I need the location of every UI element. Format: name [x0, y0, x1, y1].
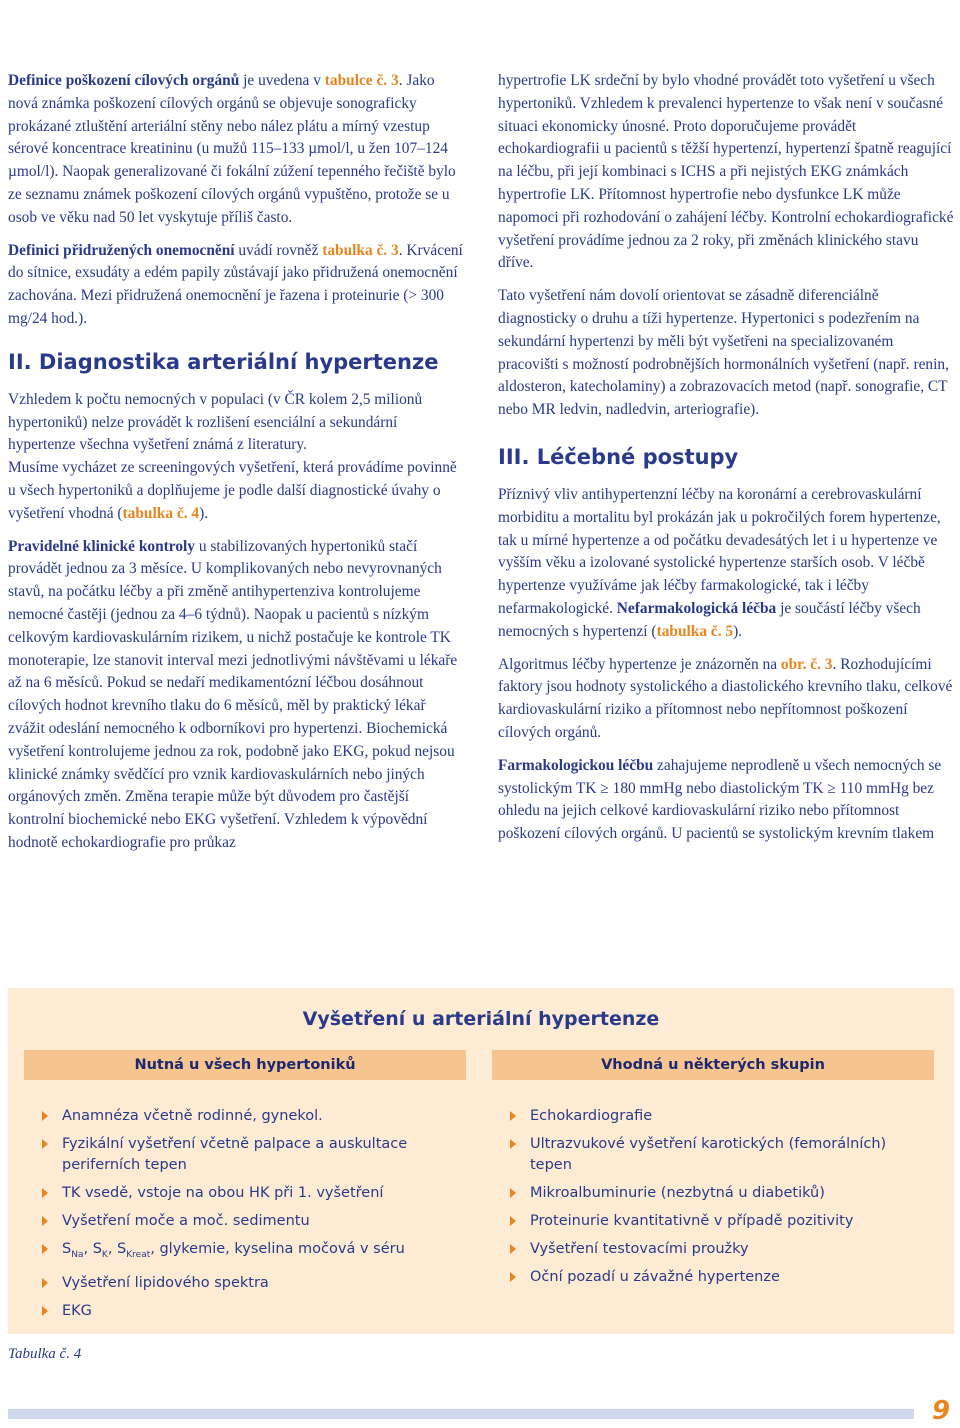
list-item: Vyšetření lipidového spektra [34, 1273, 454, 1294]
list-item: Oční pozadí u závažné hypertenze [502, 1267, 922, 1288]
exam-table [8, 988, 954, 1334]
paragraph-screening-2: Musíme vycházet ze screeningových vyšetření, která provádíme povinně u všech hypertoniků a doplňujeme je podle další diagnostické úvahy o vyšetření vhodná (tabulka č. 4). [8, 459, 457, 522]
section-heading-treatment: III. Léčebné postupy [498, 444, 739, 469]
list-item: Proteinurie kvantitativně v případě pozitivity [502, 1211, 922, 1232]
table-ref-link[interactable]: tabulce č. 3 [324, 72, 399, 89]
list-item: Echokardiografie [502, 1106, 922, 1127]
paragraph-controls: Pravidelné klinické kontroly u stabilizovaných hypertoniků stačí provádět jednou za 3 měsíce. U komplikovaných nebo nevyrovnaných stavů, na počátku léčby a při změně antihypertenziva kontrolujeme nemocné častěji (jednou za 4–6 týdnů). Naopak u pacientů s nízkým celkovým kardiovaskulárním rizikem, u nichž postačuje ke kontrole TK monoterapie, lze stanovit interval mezi jednotlivými návštěvami u lékaře až na 6 měsíců. Pokud se nedaří medikamentózní léčbou dosáhnout cílových hodnot krevního tlaku do 6 měsíců, měl by praktický lékař zvážit odeslání nemocného k odborníkovi pro hypertenzi. Biochemická vyšetření kontrolujeme jednou za rok, podobně jako EKG, pokud nejsou klinické známky svědčící pro vznik kardiovaskulárních nebo jiných orgánových změn. Změna terapie může být důvodem pro častější kontrolní biochemické nebo EKG vyšetření. Vzhledem k výpovědní hodnotě echokardiografie pro průkaz [8, 537, 458, 851]
list-item: Mikroalbuminurie (nezbytná u diabetiků) [502, 1183, 922, 1204]
list-item: TK vsedě, vstoje na obou HK při 1. vyšetření [34, 1183, 454, 1204]
list-item: $S_{Na}$, $S_K$, $S_{Kreat}$, glykemie, kyselina močová v séru [34, 1239, 454, 1266]
table-ref-link[interactable]: tabulka č. 3 [322, 241, 399, 259]
left-column [8, 70, 464, 865]
optional-list [502, 1106, 922, 1295]
paragraph-treatment: Příznivý vliv antihypertenzní léčby na koronární a cerebrovaskulární morbiditu a mortalitu byl prokázán jak u pokročilých forem hypertenze, tak u mírné hypertenze a od počátku devadesátých let i u hypertenze ve vyšším věku a izolované systolické hypertenze starších osob. V léčbě hypertenze využíváme jak léčby farmakologické, tak i léčby nefarmakologické. Nefarmakologická léčba je součástí léčby všech nemocných s hypertenzí (tabulka č. 5). [498, 485, 941, 640]
list-item: Vyšetření moče a moč. sedimentu [34, 1211, 454, 1232]
right-column [498, 70, 954, 856]
figure-ref-link[interactable]: obr. č. 3 [780, 655, 833, 673]
list-item: EKG [34, 1301, 454, 1322]
paragraph-associated-diseases: Definici přidružených onemocnění uvádí rovněž tabulka č. 3. Krvácení do sítnice, exsudáty a edém papily zůstávají jako přidružená onemocnění zachována. Mezi přidružená onemocnění je řazena i proteinurie (> 300 mg/24 hod.). [8, 241, 463, 327]
table-title: Vyšetření u arteriální hypertenze [302, 1008, 660, 1030]
paragraph-differential: Tato vyšetření nám dovolí orientovat se zásadně diferenciálně diagnosticky o druhu a tíži hypertenze. Hypertonici s podezřením na sekundární hypertenzi by měli být vyšetřeni na specializovaném pracovišti s možností podrobnějších hormonálních vyšetření (např. renin, aldosteron, katecholaminy) a zobrazovacích metod (např. sonografie, CT nebo MR ledvin, nadledvin, arteriografie). [498, 287, 949, 419]
paragraph-pharma: Farmakologickou léčbu zahajujeme neprodleně u všech nemocných se systolickým TK ≥ 180 mmHg nebo diastolickým TK ≥ 110 mmHg bez ohledu na jejich celkové kardiovaskulární riziko nebo přítomnost poškození cílových orgánů. U pacientů se systolickým krevním tlakem [498, 756, 942, 843]
section-heading-diagnostics: II. Diagnostika arteriální hypertenze [8, 349, 439, 374]
list-item: Vyšetření testovacími proužky [502, 1239, 922, 1260]
footer-bar [8, 1409, 914, 1419]
paragraph-screening: Vzhledem k počtu nemocných v populaci (v ČR kolem 2,5 milionů hypertoniků) nelze provádět k rozlišení esenciální a sekundární hypertenze všechna vyšetření známá z literatury. [8, 390, 423, 454]
list-item: Ultrazvukové vyšetření karotických (femorálních) tepen [502, 1134, 922, 1176]
page-number: 9 [932, 1396, 951, 1426]
table-header-required: Nutná u všech hypertoniků [24, 1050, 466, 1080]
table-header-optional: Vhodná u některých skupin [492, 1050, 934, 1080]
table-ref-link[interactable]: tabulka č. 4 [122, 504, 200, 522]
list-item: Fyzikální vyšetření včetně palpace a auskultace periferních tepen [34, 1134, 454, 1176]
paragraph-target-organs: Definice poškození cílových orgánů je uvedena v tabulce č. 3. Jako nová známka poškození cílových orgánů se objevuje sonograficky prokázané ztluštění arteriální stěny nebo nález plátu a mírný vzestup sérové koncentrace kreatininu (u mužů 115–133 µmol/l, u žen 107–124 µmol/l). Naopak generalizované či fokální zúžení tepenného řečiště bylo ze seznamu známek poškození cílových orgánů vypuštěno, protože se u osob ve věku nad 50 let vyskytuje příliš často. [8, 72, 456, 226]
list-item: Anamnéza včetně rodinné, gynekol. [34, 1106, 454, 1127]
table-caption: Tabulka č. 4 [8, 1346, 82, 1362]
table-ref-link[interactable]: tabulka č. 5 [656, 622, 734, 640]
paragraph-echo: hypertrofie LK srdeční by bylo vhodné provádět toto vyšetření u všech hypertoniků. Vzhledem k prevalenci hypertenze to však není v současné situaci ekonomicky únosné. Proto doporučujeme provádět echokardiografii u pacientů s těžší hypertenzí, hypertenzí špatně reagující na léčbu, při její kombinaci s ICHS a při nejistých EKG známkách hypertrofie LK. Přítomnost hypertrofie nebo dysfunkce LK může napomoci při rozhodování o zahájení léčby. Kontrolní echokardiografické vyšetření provádíme jednou za 2 roky, při změnách klinického stavu dříve. [498, 72, 954, 272]
required-list [34, 1106, 454, 1329]
paragraph-algorithm: Algoritmus léčby hypertenze je znázorněn na obr. č. 3. Rozhodujícími faktory jsou hodnoty systolického a diastolického krevního tlaku, celkové kardiovaskulární riziko a přítomnost nebo nepřítomnost poškození cílových orgánů. [498, 655, 953, 741]
